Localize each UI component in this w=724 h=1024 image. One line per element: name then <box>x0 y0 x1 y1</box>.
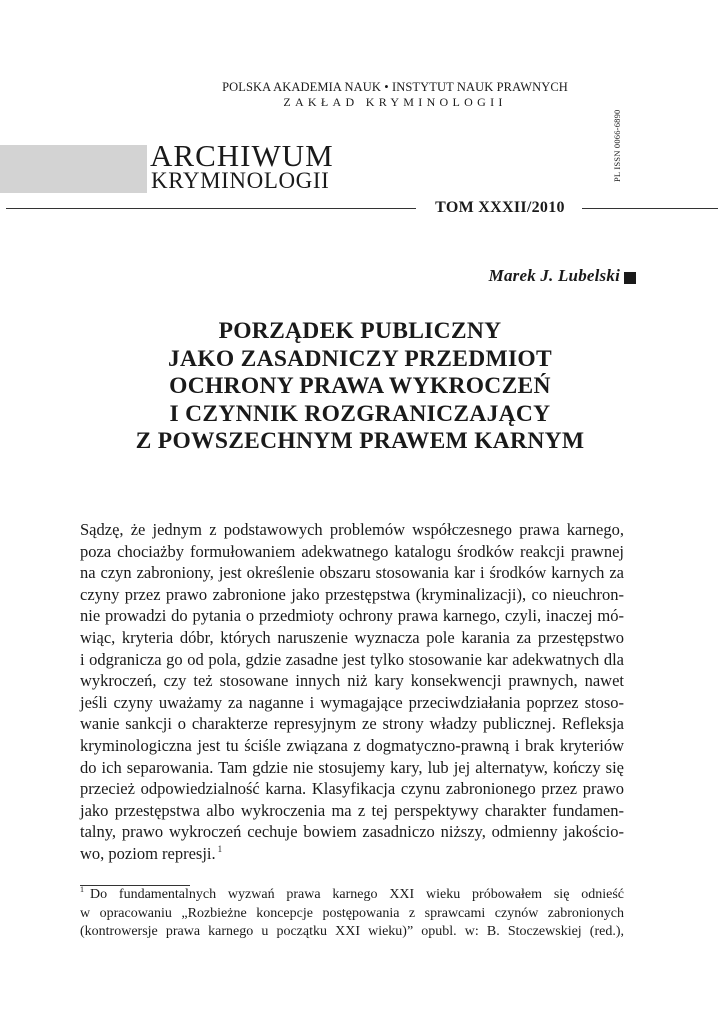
footnote <box>80 886 624 942</box>
title-line: I CZYNNIK ROZGRANICZAJĄCY <box>169 400 551 427</box>
body-line: wiąc, kryteria dóbr, których naruszenie wyznacza pole karania za przestępstwo <box>80 627 624 647</box>
journal-title-line2: KRYMINOLOGII <box>151 168 330 193</box>
body-line: do ich separowania. Tam gdzie nie stosujemy kary, lub jej alternatyw, kończy się <box>80 757 624 777</box>
footnote-first-line <box>80 886 624 905</box>
volume-label: TOM XXXII/2010 <box>435 199 565 216</box>
footnote-line: (kontrowersje prawa karnego u początku XXI wieku)” opubl. w: B. Stoczewskiej (red.), <box>80 924 624 939</box>
body-line: poza chociażby formułowaniem adekwatnego katalogu środków reakcji prawnej <box>80 541 624 561</box>
title-line: JAKO ZASADNICZY PRZEDMIOT <box>168 345 552 372</box>
body-line: nie prowadzi do pytania o przedmioty ochrony prawa karnego, czyli, inaczej mó- <box>80 606 624 626</box>
author-square-icon <box>624 272 636 284</box>
header-rule-right <box>582 208 718 209</box>
author-name: Marek J. Lubelski <box>488 266 620 285</box>
footnote-line-text: Do fundamentalnych wyzwań prawa karnego XXI wieku próbowałem się odnieść <box>90 887 624 902</box>
title-line: OCHRONY PRAWA WYKROCZEŃ <box>169 373 551 399</box>
article-title <box>60 318 660 456</box>
body-line-text: wo, poziom represji. <box>80 843 216 863</box>
body-last-line <box>80 843 624 865</box>
footnote-marker: 1 <box>80 885 84 895</box>
journal-logo-gray-block <box>0 145 147 193</box>
title-line: Z POWSZECHNYM PRAWEM KARNYM <box>135 428 585 454</box>
footnote-line: w opracowaniu „Rozbieżne koncepcje postępowania z sprawcami czynów zabronionych <box>80 905 624 921</box>
body-line: Sądzę, że jednym z podstawowych problemów współczesnego prawa karnego, <box>80 520 624 539</box>
body-line: czyny przez prawo zabronione jako przestępstwa (kryminalizacji), co nieuchron- <box>80 584 624 604</box>
body-paragraph <box>80 519 624 865</box>
body-line: i odgranicza go od pola, gdzie zasadne jest tylko stosowanie kar adekwatnych dla <box>80 649 624 669</box>
journal-title-line1: ARCHIWUM <box>150 138 334 173</box>
body-line: przecież odpowiedzialność karna. Klasyfikacja czynu zabronionego przez prawo <box>80 779 624 799</box>
footnote-reference[interactable]: 1 <box>217 844 223 855</box>
institute-line: ZAKŁAD KRYMINOLOGII <box>283 95 507 109</box>
body-line: talny, prawo wykroczeń cechuje bowiem zasadniczo niższy, odmienny jakościo- <box>80 822 624 842</box>
title-line: PORZĄDEK PUBLICZNY <box>218 318 502 344</box>
body-line: jeśli czyny uważamy za naganne i wymagające przeciwdziałania poprzez stoso- <box>80 692 624 712</box>
body-line: kryminologiczna jest tu ściśle związana z dogmatyczno-prawną i brak kryteriów <box>80 735 624 755</box>
body-line: na czyn zabroniony, jest określenie obszaru stosowania kar i środków karnych za <box>80 563 624 583</box>
issn-label: PL ISSN 0066-6890 <box>612 109 622 182</box>
body-line: jako przestępstwa albo wykroczenia ma z tej perspektywy charakter fundamen- <box>80 800 624 820</box>
body-line: wanie sankcji o charakterze represyjnym ze strony władzy publicznej. Refleksja <box>80 714 624 734</box>
header-rule-left <box>6 208 416 209</box>
publisher-line: POLSKA AKADEMIA NAUK • INSTYTUT NAUK PRAWNYCH <box>222 80 568 94</box>
body-line: wykroczeń, czy też stosowane innych niż kary konsekwencji prawnych, nawet <box>80 671 624 691</box>
